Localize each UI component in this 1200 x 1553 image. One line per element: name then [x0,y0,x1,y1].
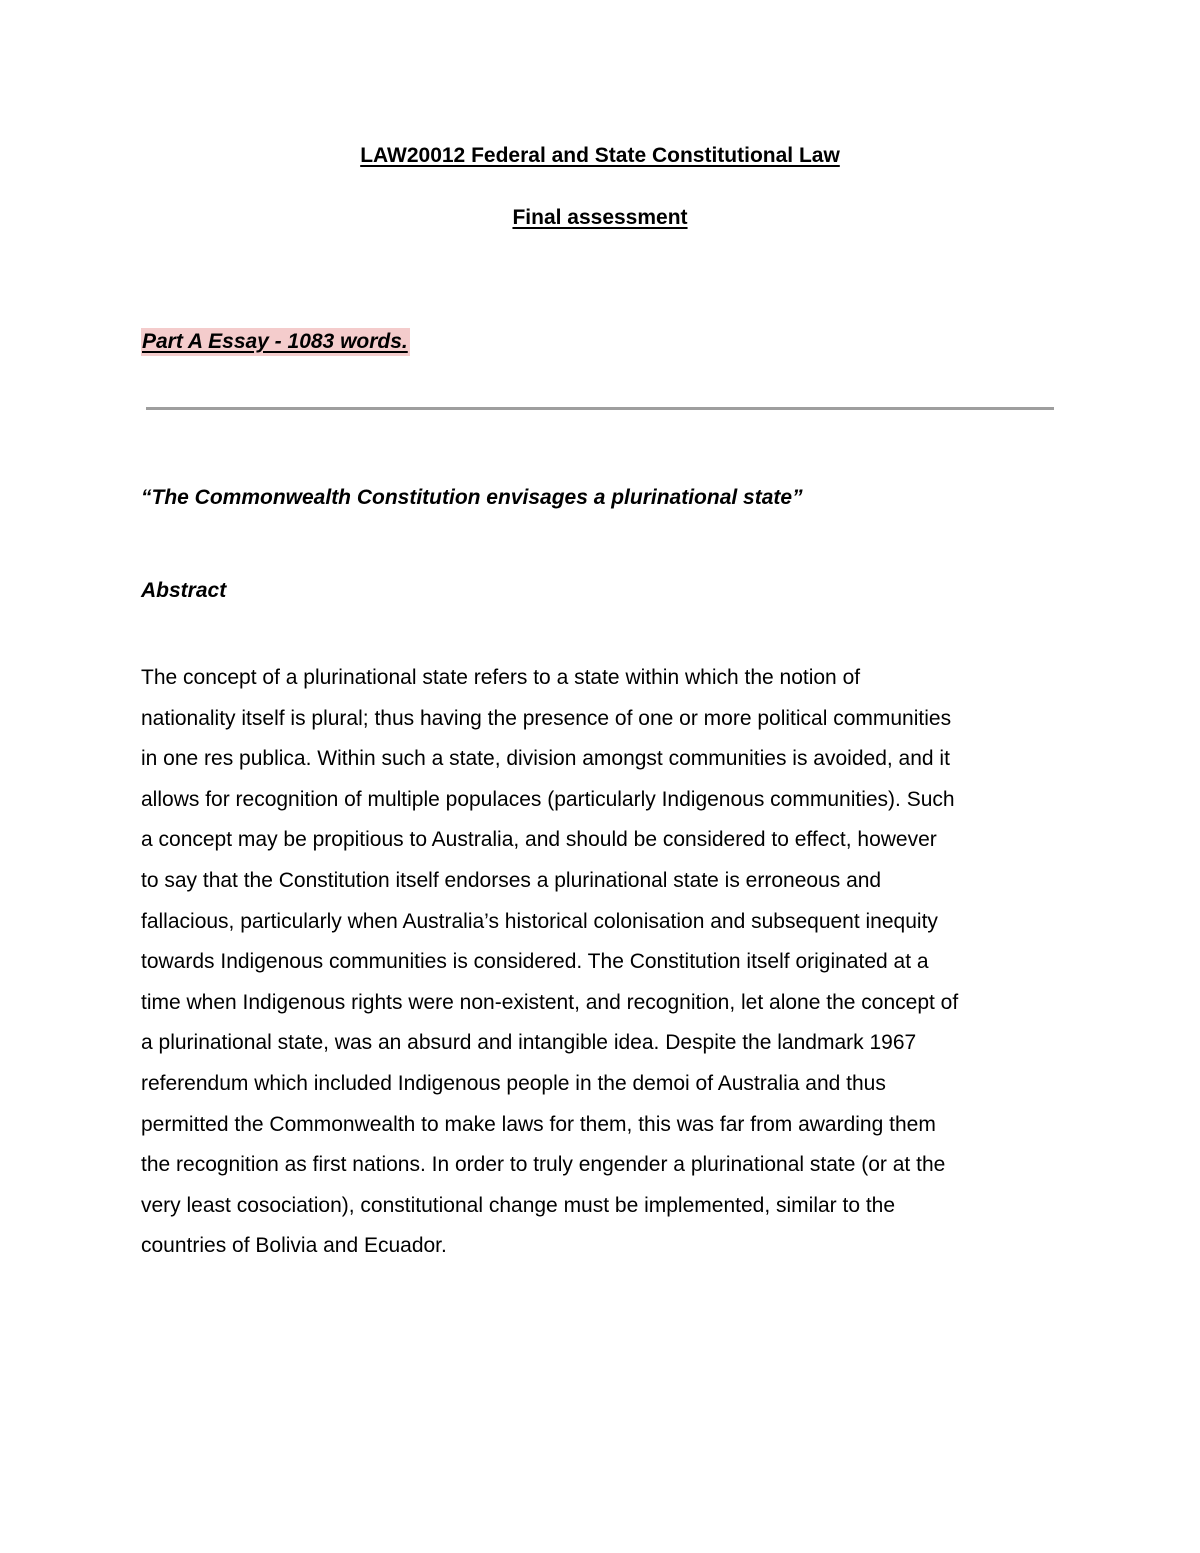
part-a-heading: Part A Essay - 1083 words. [141,328,410,356]
essay-question-quote: “The Commonwealth Constitution envisages a plurinational state” [141,486,803,509]
abstract-line: very least cosociation), constitutional change must be implemented, similar to the [141,1193,896,1217]
course-title: LAW20012 Federal and State Constitutional Law [360,144,840,167]
abstract-line: in one res publica. Within such a state, division amongst communities is avoided, and it [141,747,950,771]
abstract-line: allows for recognition of multiple populaces (particularly Indigenous communities). Such [141,787,955,811]
horizontal-divider [146,407,1054,410]
abstract-line: countries of Bolivia and Ecuador. [141,1234,447,1258]
abstract-line: fallacious, particularly when Australia’s historical colonisation and subsequent inequity [141,909,938,933]
assessment-title: Final assessment [512,206,688,229]
abstract-line: time when Indigenous rights were non-existent, and recognition, let alone the concept of [141,990,959,1014]
abstract-line: towards Indigenous communities is considered. The Constitution itself originated at a [141,950,929,974]
abstract-line: The concept of a plurinational state refers to a state within which the notion of [141,666,861,689]
abstract-paragraph [141,658,1071,1267]
abstract-heading: Abstract [141,579,227,602]
abstract-line: a concept may be propitious to Australia, and should be considered to effect, however [141,828,937,852]
abstract-line: the recognition as first nations. In order to truly engender a plurinational state (or at the [141,1153,946,1177]
abstract-line: permitted the Commonwealth to make laws for them, this was far from awarding them [141,1112,936,1136]
abstract-line: nationality itself is plural; thus having the presence of one or more political communities [141,706,952,730]
abstract-line: to say that the Constitution itself endorses a plurinational state is erroneous and [141,868,882,892]
abstract-line: referendum which included Indigenous people in the demoi of Australia and thus [141,1071,886,1095]
abstract-line: a plurinational state, was an absurd and intangible idea. Despite the landmark 1967 [141,1031,917,1055]
